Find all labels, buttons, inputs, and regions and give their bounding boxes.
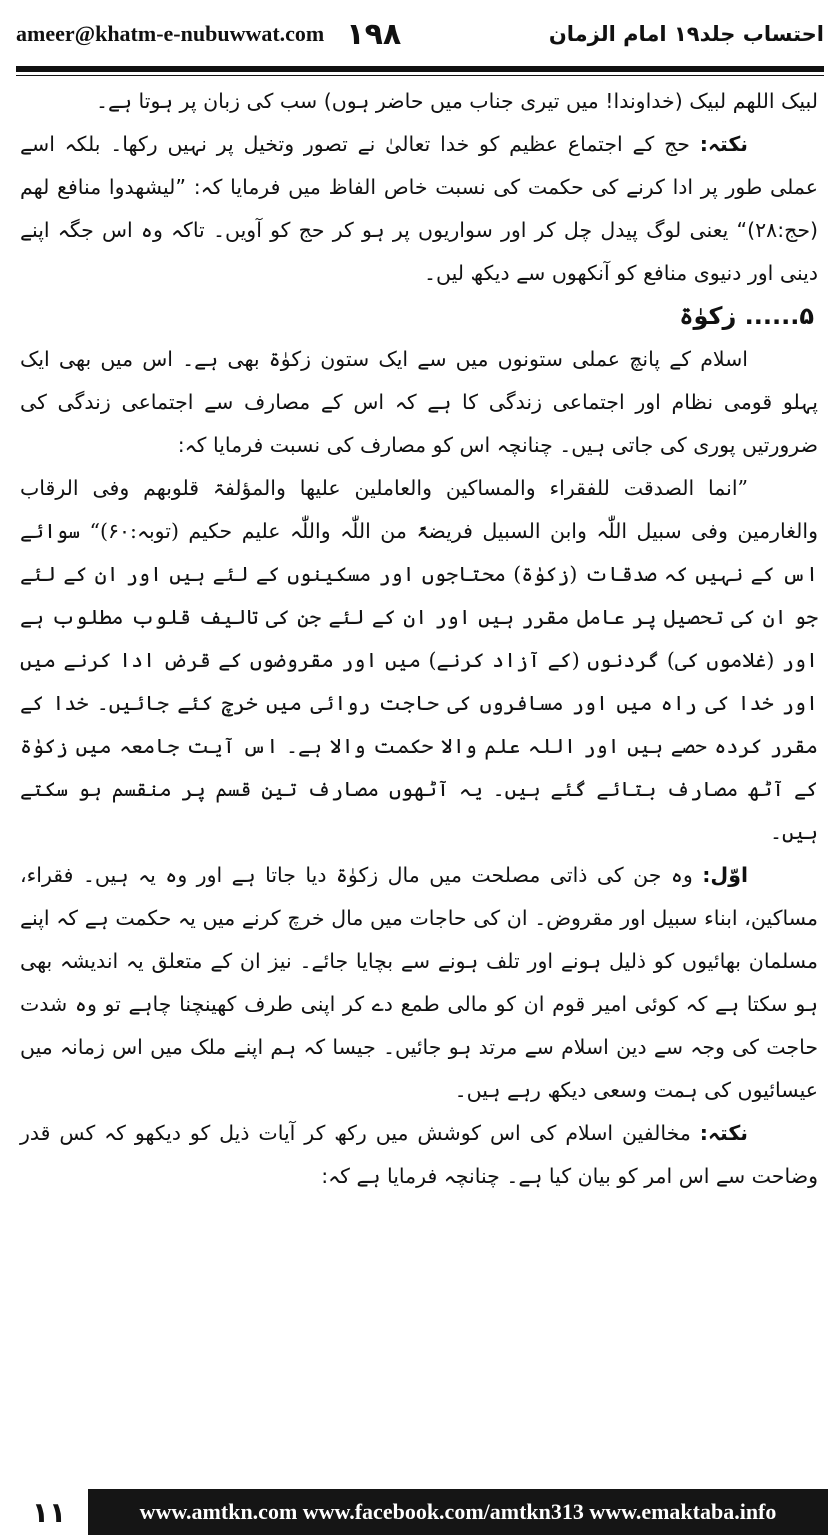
- footer-links-bar: [88, 1489, 828, 1535]
- first-text: وہ جن کی ذاتی مصلحت میں مال زکوٰۃ دیا جاتا ہے اور وہ یہ ہیں۔ فقراء، مساکین، ابناء سبیل اور مقروض۔ ان کی حاجات میں مال خرچ کرنے میں یہ حکمت ہے کہ اپنے مسلمان بھائیوں کو ذلیل ہونے اور تلف ہونے سے بچایا جائے۔ نیز ان کے متعلق یہ اندیشہ بھی ہو سکتا ہے کہ کوئی امیر قوم ان کو مالی طمع دے کر اپنی طرف کھینچنا چاہے تو وہ شدت حاجت کی وجہ سے دین اسلام سے مرتد ہو جائیں۔ جیسا کہ ہم اپنے ملک میں اس زمانہ میں عیسائیوں کی ہمت وسعی دیکھ رہے ہیں۔: [20, 863, 818, 1102]
- paragraph-hajj-note: [20, 123, 818, 295]
- note-text: حج کے اجتماع عظیم کو خدا تعالیٰ نے تصور وتخیل پر نہیں رکھا۔ بلکہ اسے عملی طور پر ادا کرنے کی حکمت کی نسبت خاص الفاظ میں فرمایا کہ: ”لیشھدوا منافع لھم (حج:۲۸)“ یعنی لوگ پیدل چل کر اور سواریوں پر ہو کر حج کو آویں۔ تاکہ وہ اس جگہ اپنے دینی اور دنیوی منافع کو آنکھوں سے دیکھ لیں۔: [20, 132, 818, 285]
- book-title: احتساب جلد۱۹ امام الزمان: [548, 22, 824, 46]
- first-label: اوّل:: [702, 863, 748, 887]
- page-body: [20, 80, 818, 1198]
- note-label-2: نکتہ:: [699, 1121, 748, 1145]
- page-header: [16, 0, 824, 68]
- footer-number: ۱۱: [31, 1495, 67, 1529]
- paragraph-quran-verse: ”انما الصدقت للفقراء والمساکین والعاملین علیھا والمؤلفۃ قلوبھم وفی الرقاب والغارمین وفی سبیل اللّٰہ وابن السبیل فریضۃً من اللّٰہ واللّٰہ علیم حکیم (توبہ:۶۰)“ سوائے اس کے نہیں کہ صدقات (زکوٰۃ) محتاجوں اور مسکینوں کے لئے ہیں اور ان کے لئے جو ان کی تحصیل پر عامل مقرر ہیں اور ان کے لئے جن کی تالیف قلوب مطلوب ہے اور (غلاموں کی) گردنوں (کے آزاد کرنے) میں اور مقروضوں کے قرض ادا کرنے میں اور خدا کی راہ میں اور مسافروں کی حاجت روائی میں خرچ کئے جائیں۔ خدا کے مقرر کردہ حصے ہیں اور اللہ علم والا حکمت والا ہے۔ اس آیت جامعہ میں زکوٰۃ کے آٹھ مصارف بتائے گئے ہیں۔ یہ آٹھوں مصارف تین قسم پر منقسم ہو سکتے ہیں۔: [20, 476, 818, 844]
- paragraph-zakat-intro: اسلام کے پانچ عملی ستونوں میں سے ایک ستون زکوٰۃ بھی ہے۔ اس میں بھی ایک پہلو قومی نظام اور اجتماعی زندگی کا ہے کہ اس کے مصارف سے اجتماعی زندگی کی ضرورتیں پوری کی جاتی ہیں۔ چنانچہ اس کو مصارف کی نسبت فرمایا کہ:: [20, 347, 818, 457]
- note-text-2: مخالفین اسلام کی اس کوشش میں رکھ کر آیات ذیل کو دیکھو کہ کس قدر وضاحت سے اس امر کو بیان کیا ہے۔ چنانچہ فرمایا ہے کہ:: [20, 1121, 818, 1188]
- footer-links: www.amtkn.com www.facebook.com/amtkn313 www.emaktaba.info: [139, 1499, 777, 1524]
- section-heading-zakat: ۵...... زکوٰۃ: [679, 302, 814, 330]
- paragraph-talbiya: لبیک اللھم لبیک (خداوندا! میں تیری جناب میں حاضر ہوں) سب کی زبان پر ہوتا ہے۔: [95, 89, 818, 113]
- note-label: نکتہ:: [699, 132, 748, 156]
- page-footer: [10, 1488, 828, 1536]
- header-rule: [16, 66, 824, 72]
- header-left: [16, 17, 401, 52]
- paragraph-first-category: [20, 854, 818, 1112]
- header-email: ameer@khatm-e-nubuwwat.com: [16, 21, 325, 46]
- paragraph-second-note: [20, 1112, 818, 1198]
- page-number: ۱۹۸: [346, 16, 402, 52]
- header-rule-thin: [16, 75, 824, 76]
